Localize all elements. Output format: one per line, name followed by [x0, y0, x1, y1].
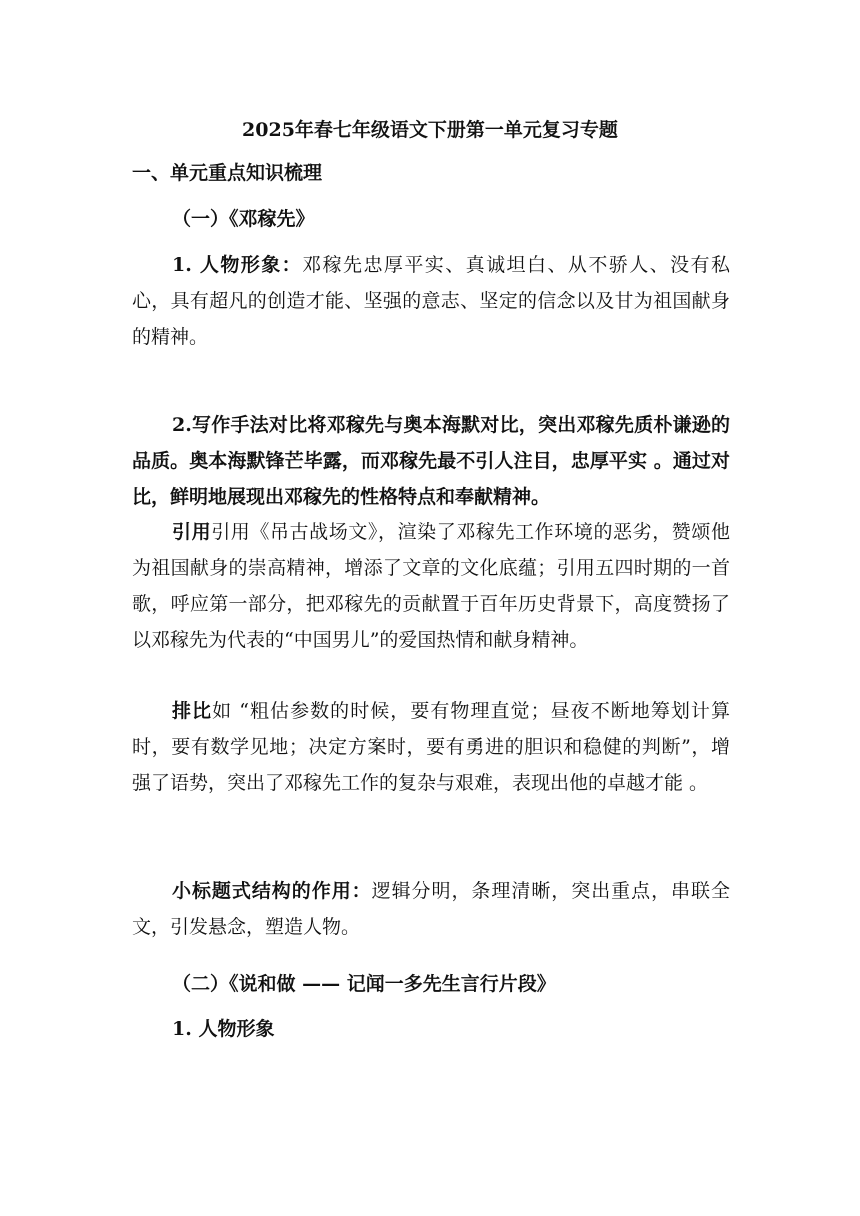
paragraph-text: 如 “粗估参数的时候，要有物理直觉；昼夜不断地筹划计算时，要有数学见地；决定方案时，要有勇进的胆识和稳健的判断”，增强了语势，突出了邓稼先工作的复杂与艰难，表现出他的卓越才能 。: [132, 700, 730, 794]
subsection-heading-2: （二）《说和做 —— 记闻一多先生言行片段》: [172, 973, 556, 995]
paragraph-subtitle-structure: [132, 873, 730, 945]
paragraph-text: 逻辑分明，条理清晰，突出重点，串联全文，引发悬念，塑造人物。: [132, 880, 730, 938]
subsection-item-heading: 1. 人物形象: [172, 1018, 275, 1040]
paragraph-character-image: [132, 247, 730, 355]
paragraph-parallelism: [132, 693, 730, 801]
paragraph-quotation: [132, 514, 730, 658]
document-title: 2025年春七年级语文下册第一单元复习专题: [242, 119, 618, 141]
paragraph-text: 邓稼先忠厚平实、真诚坦白、从不骄人、没有私心，具有超凡的创造才能、坚强的意志、坚定的信念以及甘为祖国献身的精神。: [132, 254, 730, 348]
paragraph-label: 1. 人物形象：: [172, 254, 303, 276]
subsection-heading-1: （一）《邓稼先》: [172, 208, 315, 230]
paragraph-label: 引用: [172, 521, 212, 543]
paragraph-label: 小标题式结构的作用：: [172, 880, 372, 902]
paragraph-writing-technique: 2.写作手法对比将邓稼先与奥本海默对比，突出邓稼先质朴谦逊的品质。奥本海默锋芒毕露，而邓稼先最不引人注目，忠厚平实 。通过对比，鲜明地展现出邓稼先的性格特点和奉献精神。: [132, 414, 730, 508]
paragraph-text: 引用《吊古战场文》，渲染了邓稼先工作环境的恶劣，赞颂他为祖国献身的崇高精神，增添了文章的文化底蕴；引用五四时期的一首歌，呼应第一部分，把邓稼先的贡献置于百年历史背景下，高度赞扬了以邓稼先为代表的“中国男儿”的爱国热情和献身精神。: [132, 521, 730, 651]
section-heading-1: 一、单元重点知识梳理: [132, 162, 323, 184]
paragraph-label: 排比: [172, 700, 213, 722]
